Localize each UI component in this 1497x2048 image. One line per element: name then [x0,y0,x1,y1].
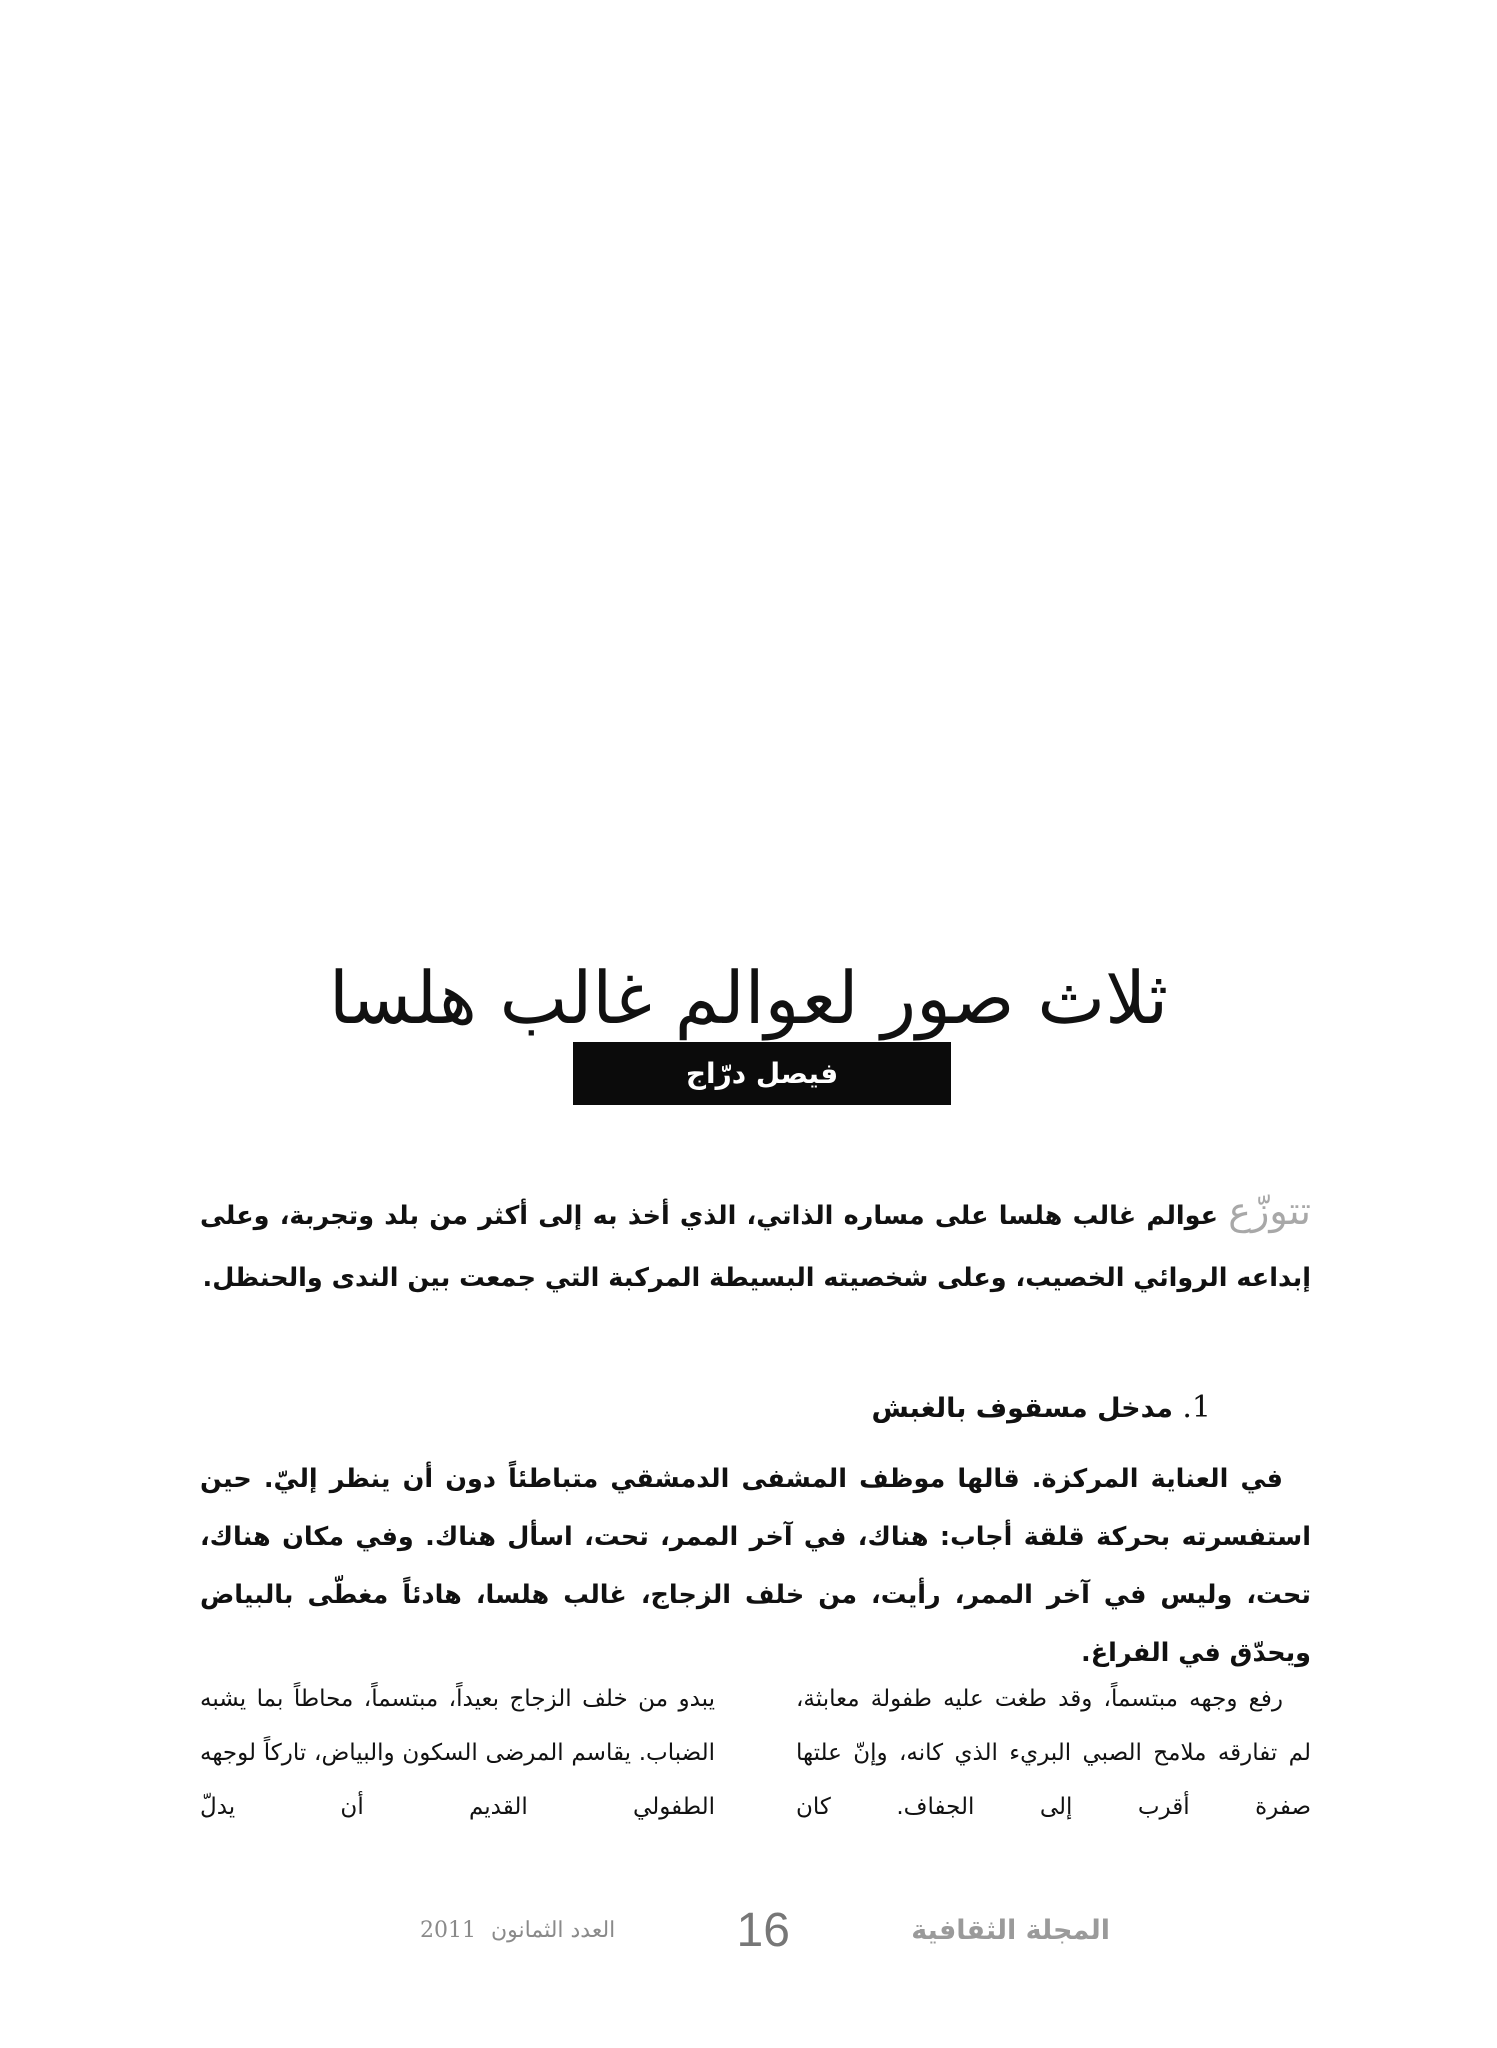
page-footer [420,1905,1110,1955]
author-name: فيصل درّاج [685,1057,839,1090]
body-paragraph: في العناية المركزة. قالها موظف المشفى الدمشقي متباطئاً دون أن ينظر إليّ. حين استفسرته بحركة قلقة أجاب: هناك، في آخر الممر، تحت، اسأل هناك. وفي مكان هناك، تحت، وليس في آخر الممر، رأيت، من خلف الزجاج، غالب هلسا، هادئاً مغطّى بالبياض ويحدّق في الفراغ. [200,1464,1311,1668]
issue-year: 2011 [420,1917,476,1943]
section-title: مدخل مسقوف بالغبش [871,1393,1173,1424]
intro-text: عوالم غالب هلسا على مساره الذاتي، الذي أخذ به إلى أكثر من بلد وتجربة، وعلى إبداعه الروائي الخصيب، وعلى شخصيته البسيطة المركبة التي جمعت بين الندى والحنظل. [200,1201,1311,1293]
issue-name: العدد الثمانون [491,1917,616,1943]
intro-paragraph [200,1180,1311,1309]
column-right: رفع وجهه مبتسماً، وقد طغت عليه طفولة معابثة، لم تفارقه ملامح الصبي البريء الذي كانه، وإنّ علتها صفرة أقرب إلى الجفاف. كان [796,1686,1311,1820]
author-banner [573,1042,951,1105]
section-heading [200,1380,1311,1437]
intro-dropword: تتوزّع [1228,1189,1311,1233]
column-left: يبدو من خلف الزجاج بعيداً، مبتسماً، محاطاً بما يشبه الضباب. يقاسم المرضى السكون والبياض، تاركاً لوجهه الطفولي القديم أن يدلّ [200,1686,715,1820]
page-number: 16 [736,1903,790,1957]
article-title: ثلاث صور لعوالم غالب هلسا [328,956,1169,1041]
issue-label [420,1918,615,1943]
magazine-name: المجلة الثقافية [911,1914,1110,1946]
section-number: 1. [1182,1390,1211,1425]
